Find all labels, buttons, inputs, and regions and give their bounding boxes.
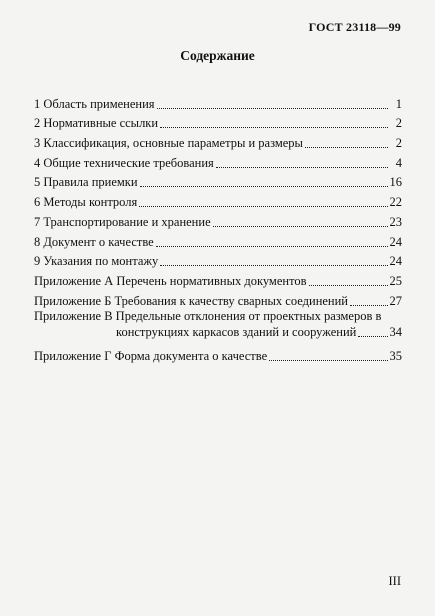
leader-dots: [309, 273, 388, 286]
toc-entry-page: 4: [395, 155, 402, 170]
toc-entry-appendix-b[interactable]: [34, 289, 402, 309]
toc-entry-page: 24: [389, 234, 402, 249]
toc-entry-page: 2: [395, 116, 402, 131]
toc-entry-label: Приложение Г Форма документа о качестве: [34, 349, 268, 364]
toc-entry-3[interactable]: [34, 131, 402, 151]
leader-dots: [216, 155, 388, 168]
toc-entry-page: 22: [389, 195, 402, 210]
toc-entry-appendix-g[interactable]: [34, 345, 402, 365]
toc-entry-multiline: [34, 309, 402, 340]
toc-entry-label-continuation: конструкциях каркасов зданий и сооружений: [116, 324, 357, 339]
toc-entry-2[interactable]: [34, 112, 402, 132]
toc-entry-page: 35: [389, 349, 402, 364]
toc-entry-6[interactable]: [34, 190, 402, 210]
toc-entry-page: 1: [395, 96, 402, 111]
toc-entry-label: 2 Нормативные ссылки: [34, 116, 159, 131]
leader-dots: [140, 174, 388, 187]
toc-entry-label: Приложение А Перечень нормативных документов: [34, 273, 307, 288]
document-code: ГОСТ 23118—99: [308, 20, 401, 34]
page-number: III: [388, 574, 401, 588]
toc-entry-label: Приложение Б Требования к качеству сварных соединений: [34, 293, 348, 308]
leader-dots: [269, 348, 387, 361]
toc-entry-label: 1 Область применения: [34, 96, 155, 111]
leader-dots: [139, 194, 387, 207]
toc-entry-5[interactable]: [34, 171, 402, 191]
toc-entry-appendix-a[interactable]: [34, 269, 402, 289]
toc-entry-page: 25: [389, 273, 402, 288]
toc-entry-label: 5 Правила приемки: [34, 175, 138, 190]
toc-entry-7[interactable]: [34, 210, 402, 230]
toc-entry-appendix-v[interactable]: [34, 309, 402, 340]
toc-entry-8[interactable]: [34, 230, 402, 250]
leader-dots: [350, 293, 388, 306]
leader-dots: [213, 214, 388, 227]
leader-dots: [305, 135, 388, 148]
leader-dots: [160, 253, 387, 266]
toc-entry-1[interactable]: [34, 92, 402, 112]
toc-entry-label: Приложение В Предельные отклонения от проектных размеров в: [34, 308, 382, 323]
toc-entry-label: 8 Документ о качестве: [34, 234, 154, 249]
page-title: Содержание: [180, 48, 255, 63]
toc-entry-label: 6 Методы контроля: [34, 195, 138, 210]
toc-entry-continuation: [34, 324, 402, 340]
table-of-contents: [34, 92, 402, 364]
toc-entry-page: 24: [389, 254, 402, 269]
leader-dots: [157, 96, 388, 109]
toc-entry-label: 7 Транспортирование и хранение: [34, 214, 211, 229]
toc-entry-4[interactable]: [34, 151, 402, 171]
leader-dots: [160, 115, 388, 128]
toc-entry-page: 34: [389, 324, 402, 339]
toc-entry-9[interactable]: [34, 250, 402, 270]
toc-entry-page: 23: [389, 214, 402, 229]
toc-entry-label: 3 Классификация, основные параметры и размеры: [34, 136, 303, 151]
toc-entry-label: 4 Общие технические требования: [34, 155, 214, 170]
toc-entry-page: 2: [395, 136, 402, 151]
toc-entry-page: 16: [389, 175, 402, 190]
leader-dots: [358, 324, 387, 337]
toc-entry-label: 9 Указания по монтажу: [34, 254, 159, 269]
leader-dots: [156, 234, 388, 247]
toc-entry-page: 27: [389, 293, 402, 308]
